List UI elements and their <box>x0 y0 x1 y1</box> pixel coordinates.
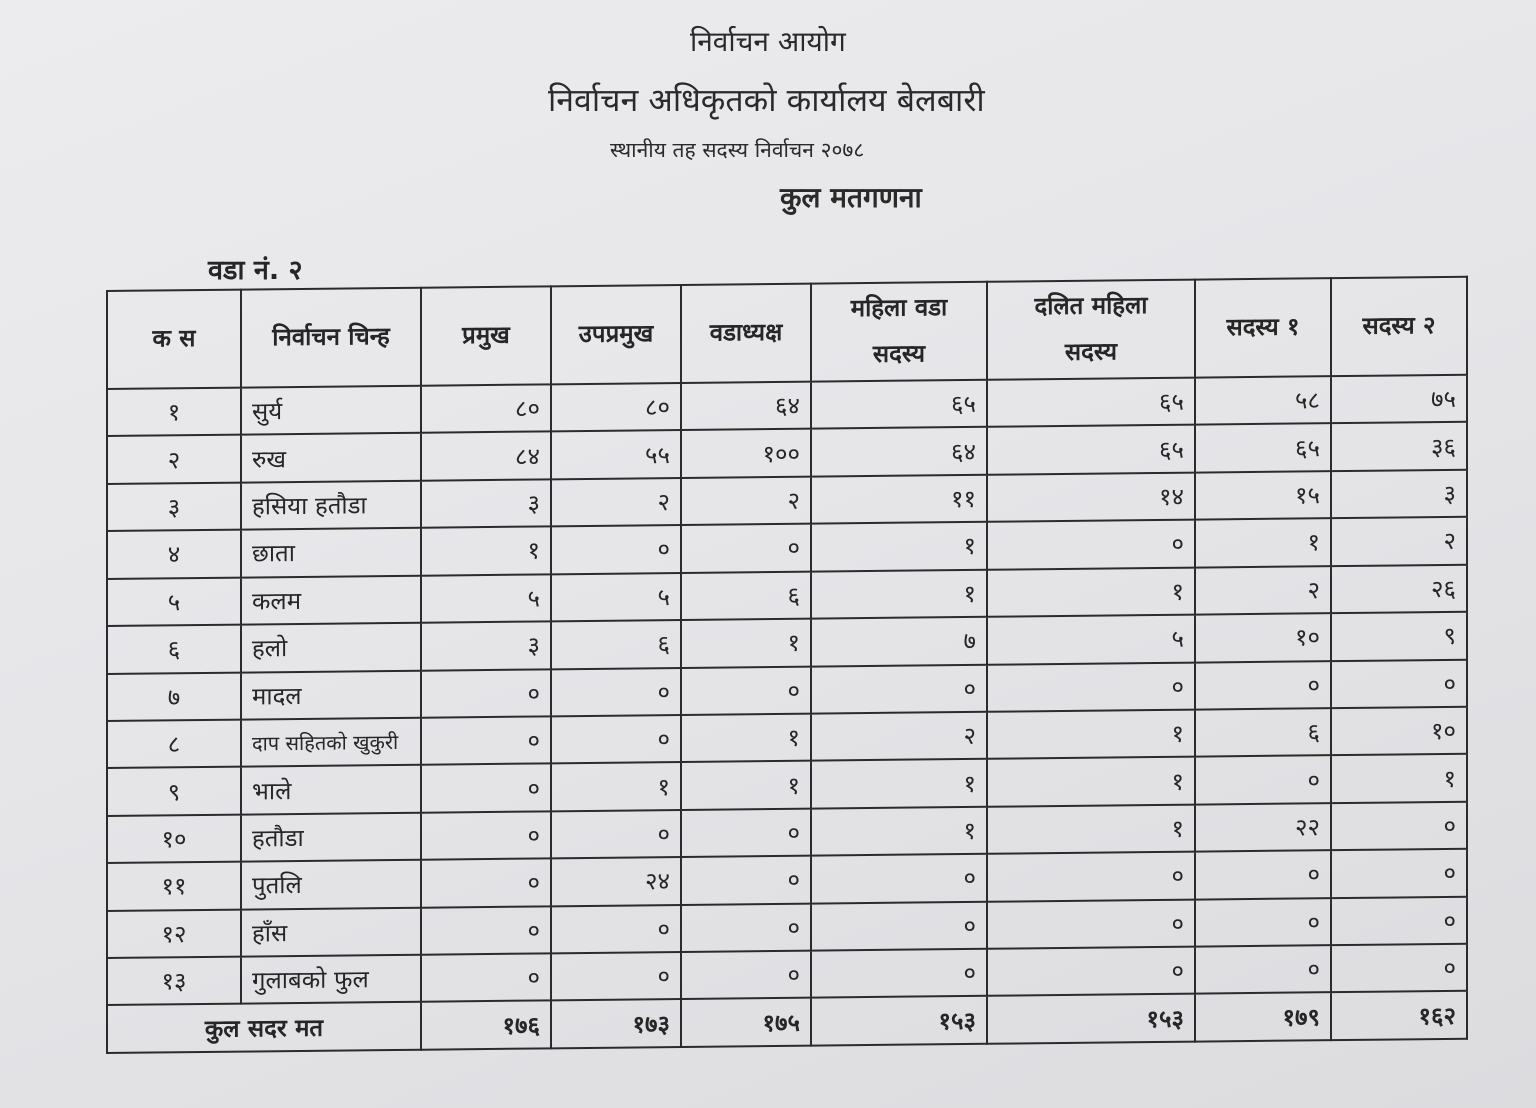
row-serial-number: १३ <box>107 957 241 1006</box>
header-mahila-line2: सदस्य <box>872 339 926 368</box>
row-vote-count: १ <box>987 757 1195 807</box>
row-serial-number: ६ <box>107 625 241 674</box>
header-dalit-mahila-member <box>987 280 1195 380</box>
total-vote-count: १६२ <box>1331 991 1467 1040</box>
header-sadasya-2: सदस्य २ <box>1331 277 1467 376</box>
vote-count-table <box>106 276 1468 1054</box>
header-upapramukh: उपप्रमुख <box>551 285 681 384</box>
header-dalit-line1: दलित महिला <box>1034 291 1148 321</box>
row-vote-count: १ <box>681 714 811 763</box>
header-row <box>107 277 1467 389</box>
header-sn: क स <box>107 290 241 389</box>
row-election-symbol: भाले <box>241 765 421 814</box>
row-election-symbol: सुर्य <box>241 386 421 435</box>
row-vote-count: ० <box>811 664 987 713</box>
row-vote-count: ० <box>421 716 551 765</box>
row-vote-count: ६५ <box>1195 424 1331 473</box>
row-vote-count: ५८ <box>1195 376 1331 425</box>
row-serial-number: ५ <box>107 577 241 626</box>
row-vote-count: २२ <box>1195 803 1331 852</box>
office-title: निर्वाचन अधिकृतको कार्यालय बेलबारी <box>548 81 985 119</box>
row-election-symbol: गुलाबको फुल <box>241 955 421 1004</box>
row-vote-count: ० <box>551 810 681 859</box>
row-vote-count: ६५ <box>987 425 1195 475</box>
header-mahila-line1: महिला वडा <box>850 293 948 323</box>
row-vote-count: १ <box>987 567 1195 617</box>
row-vote-count: ० <box>811 949 987 998</box>
row-vote-count: १ <box>811 807 987 856</box>
row-vote-count: ० <box>421 811 551 860</box>
row-vote-count: ० <box>421 764 551 813</box>
row-vote-count: ० <box>1195 898 1331 947</box>
row-vote-count: ० <box>1195 850 1331 899</box>
header-mahila-member <box>811 282 987 382</box>
header-symbol: निर्वाचन चिन्ह <box>241 288 421 388</box>
header-pramukh: प्रमुख <box>421 286 551 385</box>
total-vote-count: १५३ <box>987 994 1195 1044</box>
row-vote-count: ० <box>987 852 1195 902</box>
total-label: कुल सदर मत <box>107 1002 421 1053</box>
total-vote-count: १७५ <box>681 998 811 1047</box>
row-vote-count: ३ <box>421 621 551 670</box>
row-vote-count: ७५ <box>1331 375 1467 424</box>
total-vote-count: १७३ <box>551 999 681 1048</box>
row-vote-count: ० <box>551 668 681 717</box>
row-vote-count: १ <box>811 522 987 571</box>
row-vote-count: ६ <box>681 571 811 620</box>
row-vote-count: ० <box>681 856 811 905</box>
row-vote-count: १० <box>1195 613 1331 662</box>
row-vote-count: ० <box>1195 945 1331 994</box>
row-election-symbol: हाँस <box>241 907 421 956</box>
row-vote-count: १ <box>681 619 811 668</box>
row-vote-count: ० <box>987 520 1195 570</box>
total-vote-count: १५३ <box>811 996 987 1045</box>
total-vote-count: १७९ <box>1195 993 1331 1042</box>
row-vote-count: २ <box>681 476 811 525</box>
row-vote-count: १ <box>681 761 811 810</box>
row-vote-count: १ <box>1331 754 1467 803</box>
row-election-symbol: हलो <box>241 623 421 672</box>
row-vote-count: ० <box>811 854 987 903</box>
row-election-symbol: पुतलि <box>241 860 421 909</box>
row-vote-count: १ <box>987 804 1195 854</box>
row-serial-number: ९ <box>107 767 241 816</box>
row-election-symbol: मादल <box>241 670 421 719</box>
row-vote-count: ० <box>1331 659 1467 708</box>
total-vote-count: १७६ <box>421 1001 551 1050</box>
row-serial-number: १ <box>107 388 241 437</box>
row-vote-count: १ <box>811 759 987 808</box>
row-vote-count: ० <box>987 899 1195 949</box>
row-serial-number: ३ <box>107 482 241 531</box>
row-vote-count: १४ <box>987 472 1195 522</box>
row-vote-count: ० <box>421 953 551 1002</box>
header-dalit-line2: सदस्य <box>1064 337 1118 366</box>
row-vote-count: ८० <box>551 383 681 432</box>
row-vote-count: ५ <box>987 615 1195 665</box>
row-vote-count: ६ <box>1195 708 1331 757</box>
row-vote-count: १५ <box>1195 471 1331 520</box>
header-sadasya-1: सदस्य १ <box>1195 278 1331 377</box>
row-serial-number: १० <box>107 814 241 863</box>
row-vote-count: ९ <box>1331 612 1467 661</box>
row-vote-count: ८० <box>421 384 551 433</box>
row-vote-count: ० <box>421 906 551 955</box>
row-vote-count: ० <box>987 662 1195 712</box>
row-vote-count: ८४ <box>421 432 551 481</box>
row-vote-count: ० <box>551 952 681 1001</box>
row-vote-count: ७ <box>811 617 987 666</box>
row-vote-count: ६४ <box>681 382 811 431</box>
row-vote-count: ५ <box>551 573 681 622</box>
row-vote-count: ० <box>1195 661 1331 710</box>
row-vote-count: १ <box>421 527 551 576</box>
row-vote-count: ११ <box>811 475 987 524</box>
row-vote-count: १० <box>1331 707 1467 756</box>
row-vote-count: २ <box>551 478 681 527</box>
row-vote-count: ६५ <box>811 380 987 429</box>
row-vote-count: ० <box>681 524 811 573</box>
row-vote-count: ३६ <box>1331 422 1467 471</box>
ward-label: वडा नं. २ <box>208 255 303 286</box>
row-vote-count: १ <box>1195 518 1331 567</box>
row-vote-count: २६ <box>1331 564 1467 613</box>
count-title: कुल मतगणना <box>780 181 922 214</box>
row-vote-count: ० <box>1331 802 1467 851</box>
row-election-symbol: कलम <box>241 575 421 624</box>
row-vote-count: ० <box>987 947 1195 997</box>
row-vote-count: १०० <box>681 429 811 478</box>
row-vote-count: ५५ <box>551 430 681 479</box>
row-vote-count: १ <box>551 762 681 811</box>
row-serial-number: ८ <box>107 720 241 769</box>
row-serial-number: २ <box>107 435 241 484</box>
row-vote-count: ५ <box>421 574 551 623</box>
row-vote-count: ३ <box>1331 470 1467 519</box>
row-serial-number: १२ <box>107 909 241 958</box>
row-vote-count: २ <box>1195 566 1331 615</box>
row-vote-count: ० <box>681 666 811 715</box>
row-vote-count: ० <box>551 715 681 764</box>
row-vote-count: ० <box>551 905 681 954</box>
row-election-symbol: हसिया हतौडा <box>241 481 421 530</box>
row-vote-count: २ <box>811 712 987 761</box>
row-serial-number: ७ <box>107 672 241 721</box>
row-vote-count: ० <box>1331 849 1467 898</box>
row-election-symbol: हतौडा <box>241 812 421 861</box>
row-serial-number: ११ <box>107 862 241 911</box>
row-vote-count: ० <box>1331 944 1467 993</box>
row-vote-count: ० <box>1331 896 1467 945</box>
row-vote-count: ० <box>811 901 987 950</box>
row-vote-count: १ <box>987 710 1195 760</box>
header-wadadhyaksha: वडाध्यक्ष <box>681 284 811 383</box>
row-election-symbol: रुख <box>241 433 421 482</box>
row-vote-count: २ <box>1331 517 1467 566</box>
row-vote-count: २४ <box>551 857 681 906</box>
row-vote-count: ० <box>1195 756 1331 805</box>
commission-title: निर्वाचन आयोग <box>690 25 846 58</box>
row-vote-count: ० <box>421 859 551 908</box>
row-vote-count: ० <box>551 525 681 574</box>
row-vote-count: १ <box>811 569 987 618</box>
row-vote-count: ० <box>681 951 811 1000</box>
election-title: स्थानीय तह सदस्य निर्वाचन २०७८ <box>610 138 865 162</box>
row-vote-count: ६ <box>551 620 681 669</box>
row-vote-count: ६५ <box>987 378 1195 428</box>
row-vote-count: ३ <box>421 479 551 528</box>
row-election-symbol: छाता <box>241 528 421 577</box>
row-election-symbol: दाप सहितको खुकुरी <box>241 718 421 767</box>
row-vote-count: ६४ <box>811 427 987 476</box>
row-vote-count: ० <box>421 669 551 718</box>
row-vote-count: ० <box>681 808 811 857</box>
row-serial-number: ४ <box>107 530 241 579</box>
row-vote-count: ० <box>681 903 811 952</box>
